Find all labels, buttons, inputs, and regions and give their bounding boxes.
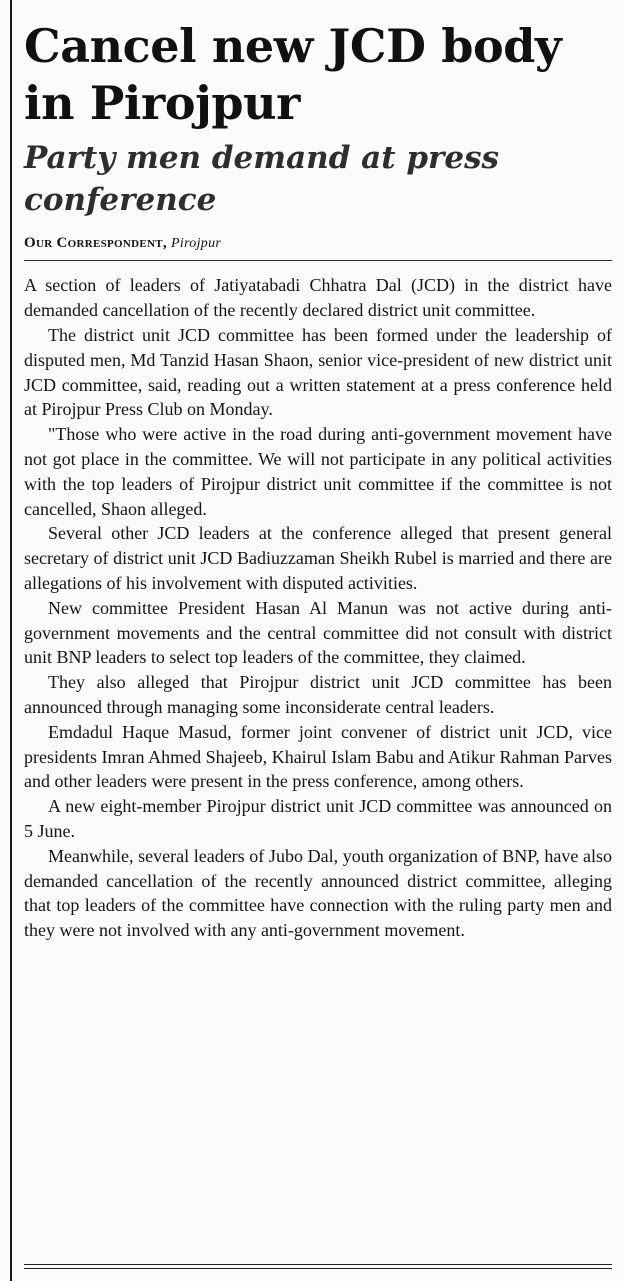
byline-divider	[24, 260, 612, 261]
byline	[24, 235, 612, 252]
article-body	[24, 273, 612, 943]
paragraph: "Those who were active in the road during anti-government movement have not got place in the committee. We will not participate in any political activities with the top leaders of Pirojpur district unit committee if the committee is not cancelled, Shaon alleged.	[24, 424, 612, 519]
bottom-divider	[24, 1264, 612, 1269]
paragraph: They also alleged that Pirojpur district unit JCD committee has been announced through managing some inconsiderate central leaders.	[24, 672, 612, 718]
headline: Cancel new JCD body in Pirojpur	[24, 19, 562, 130]
byline-author: Our Correspondent,	[24, 235, 167, 252]
column-rule	[10, 0, 12, 1281]
paragraph: Several other JCD leaders at the conference alleged that present general secretary of district unit JCD Badiuzzaman Sheikh Rubel is married and there are allegations of his involvement with disputed activities.	[24, 523, 612, 594]
subheadline: Party men demand at press conference	[24, 140, 500, 219]
paragraph: The district unit JCD committee has been formed under the leadership of disputed men, Md Tanzid Hasan Shaon, senior vice-president of new district unit JCD committee, said, reading out a written statement at a press conference held at Pirojpur Press Club on Monday.	[24, 325, 612, 420]
paragraph: New committee President Hasan Al Manun was not active during anti- government movements and the central committee did not consult with district unit BNP leaders to select top leaders of the committee, they claimed.	[24, 597, 612, 668]
news-clipping	[24, 0, 612, 943]
paragraph: A section of leaders of Jatiyatabadi Chhatra Dal (JCD) in the district have demanded cancellation of the recently declared district unit committee.	[24, 275, 612, 321]
paragraph: Meanwhile, several leaders of Jubo Dal, youth organization of BNP, have also demanded cancellation of the recently announced district committee, alleging that top leaders of the committee have connection with the ruling party men and they were not involved with any anti-government movement.	[24, 845, 612, 941]
paragraph: A new eight-member Pirojpur district unit JCD committee was announced on 5 June.	[24, 796, 612, 841]
byline-location: Pirojpur	[171, 236, 222, 252]
paragraph: Emdadul Haque Masud, former joint convener of district unit JCD, vice presidents Imran Ahmed Shajeeb, Khairul Islam Babu and Atikur Rahman Parves and other leaders were present in the press conference, among others.	[24, 721, 612, 792]
